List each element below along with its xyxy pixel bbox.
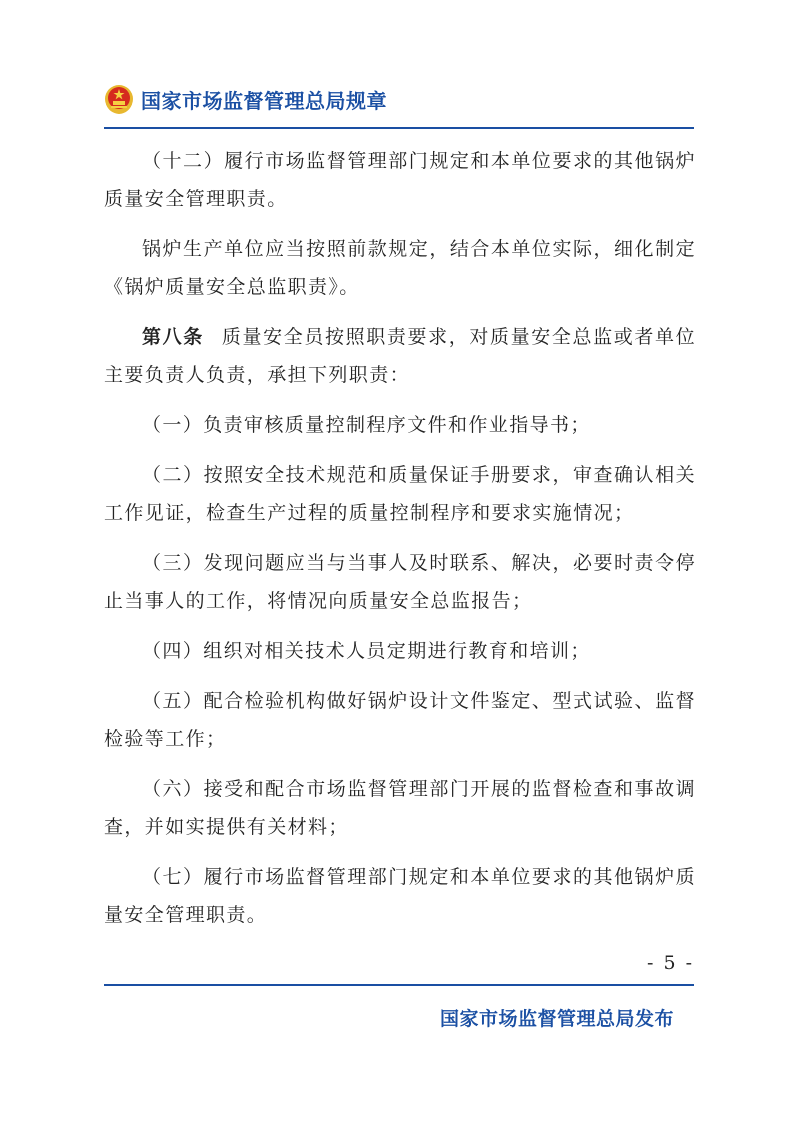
- list-item: （六）接受和配合市场监督管理部门开展的监督检查和事故调查，并如实提供有关材料；: [104, 778, 696, 838]
- list-item: （三）发现问题应当与当事人及时联系、解决，必要时责令停止当事人的工作，将情况向质量安全总监报告；: [104, 552, 696, 612]
- document-body: [104, 142, 696, 946]
- list-item: （七）履行市场监督管理部门规定和本单位要求的其他锅炉质量安全管理职责。: [104, 866, 696, 926]
- article-number: 第八条: [142, 326, 204, 348]
- paragraph: 锅炉生产单位应当按照前款规定，结合本单位实际，细化制定《锅炉质量安全总监职责》。: [104, 238, 696, 298]
- footer-divider: [104, 984, 694, 986]
- list-item: （一）负责审核质量控制程序文件和作业指导书；: [142, 414, 591, 436]
- article-text: 质量安全员按照职责要求，对质量安全总监或者单位主要负责人负责，承担下列职责：: [104, 326, 696, 386]
- list-item: （五）配合检验机构做好锅炉设计文件鉴定、型式试验、监督检验等工作；: [104, 690, 696, 750]
- header-divider: [104, 127, 694, 129]
- national-emblem-icon: [104, 84, 134, 114]
- paragraph: （十二）履行市场监督管理部门规定和本单位要求的其他锅炉质量安全管理职责。: [104, 150, 696, 210]
- page-number: - 5 -: [646, 952, 694, 974]
- article-8: [104, 318, 696, 394]
- list-item: （二）按照安全技术规范和质量保证手册要求，审查确认相关工作见证，检查生产过程的质量控制程序和要求实施情况；: [104, 464, 696, 524]
- header-title: 国家市场监督管理总局规章: [141, 88, 387, 113]
- footer-publisher: 国家市场监督管理总局发布: [440, 1008, 675, 1030]
- list-item: （四）组织对相关技术人员定期进行教育和培训；: [142, 640, 591, 662]
- document-header: [104, 84, 387, 114]
